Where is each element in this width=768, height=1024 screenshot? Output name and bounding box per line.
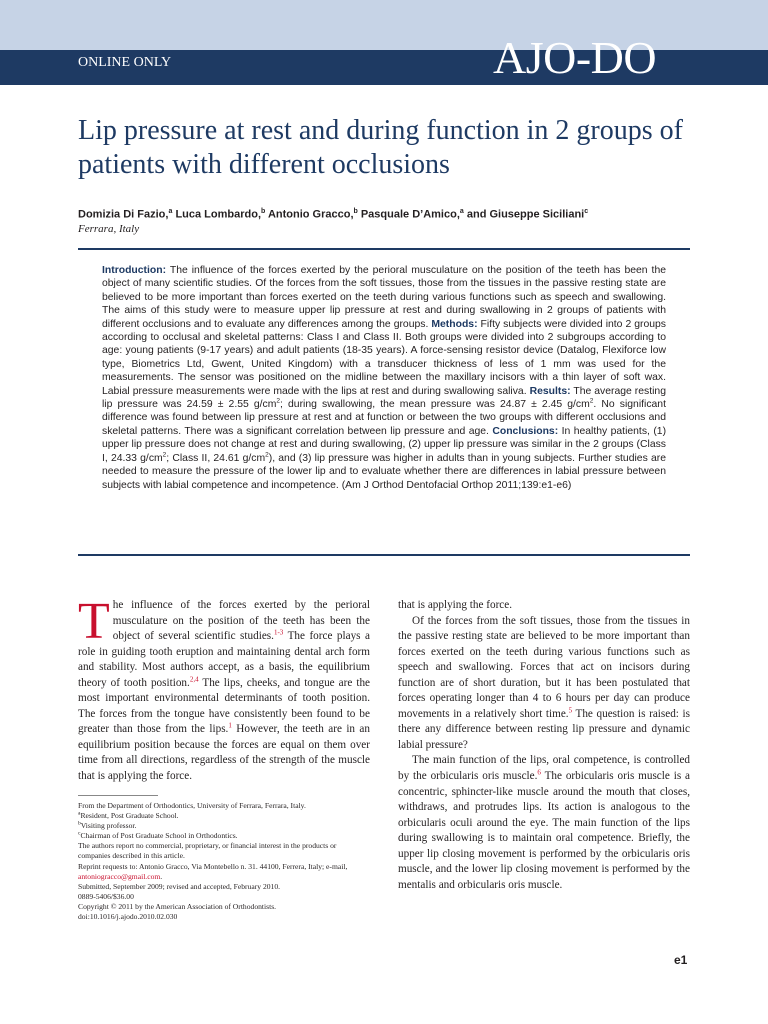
- abstract-conclusions: In healthy patients, (1) upper lip pressure does not change at rest and during swallowing, (2) upper lip pressure was similar in the 2 groups (Class I, 24.33 $g/cm^2$; Class II, 24.61 $g/cm^2$), and (3) lip pressure was higher in adults than in young subjects. Further studies are needed to measure the pressure of the lower lip and to evaluate whether there are differences in labial pressure between subjects with labial competence and incompetence. (Am J Orthod Dentofacial Orthop 2011;139:e1-e6): [102, 425, 667, 491]
- abstract-bottom-rule: [78, 554, 690, 556]
- author-name: Domizia Di Fazio,: [78, 208, 169, 221]
- author-name: Pasquale D’Amico,: [360, 208, 460, 221]
- footnote-rule: [78, 795, 158, 796]
- footnote-b: $^b$Visiting professor.: [78, 820, 137, 831]
- footnote-doi[interactable]: doi:10.1016/j.ajodo.2010.02.030: [78, 912, 178, 922]
- body-paragraph: Of the forces from the soft tissues, those from the tissues in the passive resting state are believed to be more important than forces exerted on the teeth during various functions such as speech and swallowing. Forces that act on incisors during function are of short duration, but it has been postulated that forces operating longer than 4 to 6 hours per day can produce movements in a relatively short time.$^5$ The question is raised: is there any difference between resting lip pressure and dynamic labial pressure?: [398, 614, 690, 751]
- abstract-results: The average resting lip pressure was 24.59 ± 2.55 $g/cm^2$; during swallowing, the mean pressure was 24.87 ± 2.45 $g/cm^2$. No significant difference was found between lip pressure at rest and at function or between the two groups with different occlusions and skeletal patterns. There was a significant correlation between lip pressure and age.: [102, 385, 666, 437]
- abstract-heading-methods: Methods:: [431, 318, 478, 330]
- drop-cap: T: [78, 598, 110, 650]
- abstract-introduction: The influence of the forces exerted by the perioral musculature on the position of the teeth has been the object of many scientific studies. Of the forces from the soft tissues, those from the tissues in the passive resting state are believed to be more important than forces exerted on the teeth during various functions such as speech and swallowing. The aims of this study were to measure upper lip pressure at rest and during swallowing in 2 groups of patients with different occlusions and to evaluate any differences among the groups.: [102, 265, 666, 330]
- body-paragraph: The main function of the lips, oral competence, is controlled by the orbicularis oris muscle.$^6$ The orbicularis oris muscle is a concentric, sphincter-like muscle around the mouth that closes, withdraws, and protrudes lips. Its action is analogous to the orbicularis oculi around the eye. The main function of the lips during swallowing is to maintain oral competence. Briefly, the upper lip closing movement is performed by the orbicularis oris muscle, and the lower lip closing movement is performed by the mentalis and orbicularis oris muscle.: [398, 754, 690, 891]
- author-name: Antonio Gracco,: [267, 208, 354, 221]
- citation[interactable]: 2,4: [189, 675, 199, 683]
- footnote-a: $^a$Resident, Post Graduate School.: [78, 810, 179, 821]
- footnote-conflict: The authors report no commercial, proprietary, or financial interest in the products or companies described in this article.: [78, 841, 337, 861]
- footnote-reprint: Reprint requests to: Antonio Gracco, Via Montebello n. 31. 44100, Ferrera, Italy; e-mail, antoniogracco@gmail.com.: [78, 861, 348, 881]
- footnote-c: $^c$Chairman of Post Graduate School in Orthodontics.: [78, 830, 238, 841]
- footnotes: [78, 801, 370, 922]
- footnote-department: From the Department of Orthodontics, University of Ferrara, Ferrara, Italy.: [78, 801, 306, 810]
- journal-logo: AJO-DO: [493, 32, 657, 83]
- abstract-heading-conclusions: Conclusions:: [492, 425, 559, 437]
- citation[interactable]: 6: [537, 768, 541, 777]
- page-number: e1: [674, 953, 688, 967]
- abstract-heading-results: Results:: [529, 385, 571, 397]
- footnote-copyright: Copyright © 2011 by the American Association of Orthodontists.: [78, 901, 277, 911]
- author-name: Luca Lombardo,: [175, 208, 261, 221]
- citation[interactable]: 1: [228, 721, 232, 730]
- abstract-top-rule: [78, 248, 690, 250]
- footnote-issn: 0889-5406/$36.00: [78, 891, 134, 901]
- abstract-heading-introduction: Introduction:: [102, 265, 167, 276]
- body-column-left: [78, 598, 370, 788]
- author-name: and Giuseppe Siciliani: [466, 208, 585, 221]
- author-list: Domizia Di Fazio,$^a$ Luca Lombardo,$^b$ Antonio Gracco,$^b$ Pasquale D’Amico,$^a$ and Giuseppe Siciliani$^c$: [78, 208, 589, 221]
- abstract-methods: Fifty subjects were divided into 2 groups according to occlusal and skeletal patterns: Class I and Class II. Both groups were divided into 2 subgroups according to age: young patients (9-17 years) and adult patients (18-35 years). A force-sensing resistor device (Datalog, Flexiforce low type, Biometrics Ltd, Gwent, United Kingdom) with a transducer thickness of less of 1 mm was used for the measurements. The sensor was positioned on the midline between the maxillary incisors with a thin layer of soft wax. Labial pressure measurements were made with the lips at rest and during swallowing saliva.: [102, 318, 666, 397]
- affiliation: Ferrara, Italy: [78, 223, 140, 235]
- abstract: [102, 264, 666, 492]
- body-paragraph: The influence of the forces exerted by the perioral musculature on the position of the teeth has been the object of several scientific studies.$^{1-3}$ The force plays a role in guiding tooth eruption and maintaining dental arch form and stability. Most authors accept, as a basis, the equilibrium theory of tooth position.$^{2,4}$ The lips, cheeks, and tongue are the most important environmental determinants of tooth position. The forces from the tongue have consistently been found to be greater than those from the lips.$^1$ However, the teeth are in an equilibrium position because the forces are equal on them over time from all directions, regardless of the strength of the muscle that is applying the force.: [78, 598, 370, 783]
- citation[interactable]: 5: [568, 706, 573, 715]
- email-link[interactable]: antoniogracco@gmail.com: [78, 871, 161, 881]
- section-label: ONLINE ONLY: [78, 55, 172, 70]
- body-column-right: that is applying the force. Of the forces from the soft tissues, those from the tissues in the passive resting state are believed to be more important than forces exerted on the teeth during various functions such as speech and swallowing. Forces that act on incisors during function are of short duration, but it has been postulated that forces operating longer than 4 to 6 hours per day can produce movements in a relatively short time.$^5$ The question is raised: is there any difference between resting lip pressure and dynamic labial pressure? The main function of the lips, oral competence, is controlled by the orbicularis oris muscle.$^6$ The orbicularis oris muscle is a concentric, sphincter-like muscle around the mouth that closes, withdraws, and protrudes lips. Its action is analogous to the orbicularis oculi around the eye. The main function of the lips during swallowing is to maintain oral competence. Briefly, the upper lip closing movement is performed by the orbicularis oris muscle, and the lower lip closing movement is performed by the mentalis and orbicularis oris muscle.: [398, 598, 690, 948]
- article-title: Lip pressure at rest and during function in 2 groups of patients with different occlusions: [78, 115, 683, 180]
- citation[interactable]: 1-3: [273, 628, 284, 637]
- footnote-submitted: Submitted, September 2009; revised and accepted, February 2010.: [78, 881, 281, 891]
